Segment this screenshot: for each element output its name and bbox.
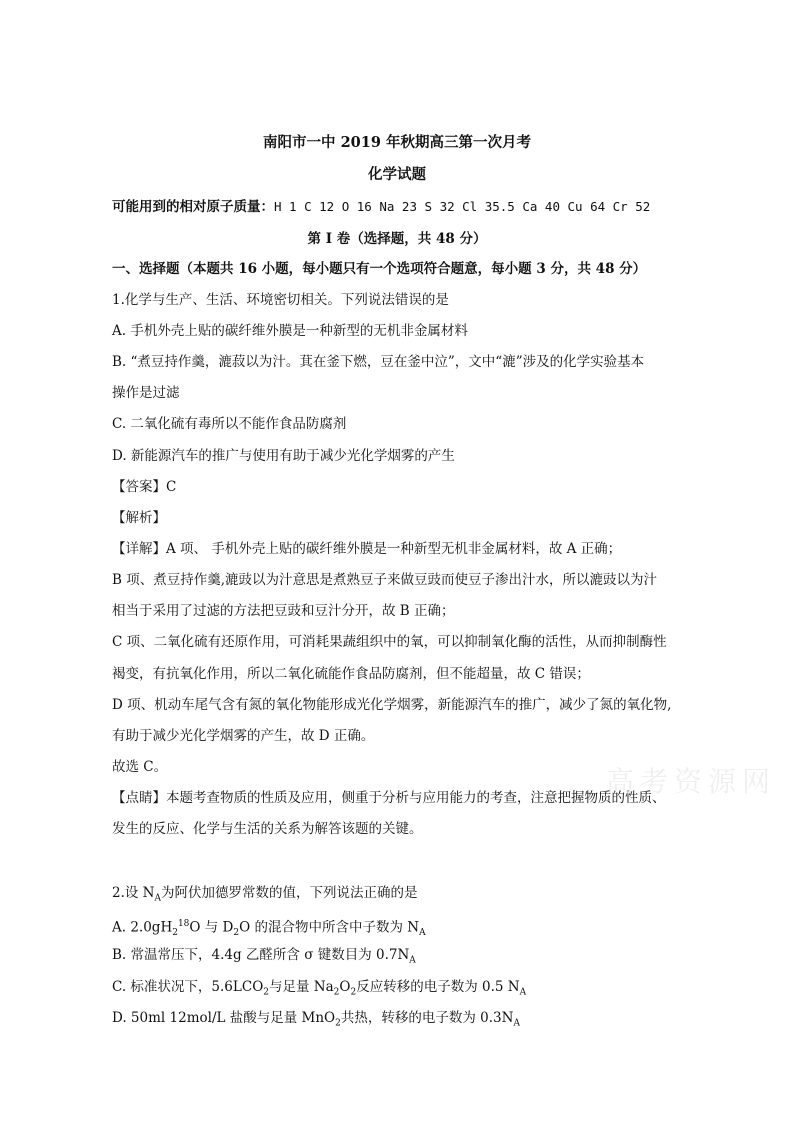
q2-option-b [112,945,416,971]
q1-option-c: C. 二氧化硫有毒所以不能作食品防腐剂 [112,416,347,432]
q2-option-d [112,1008,520,1034]
q2-c-part4: 反应转移的电子数为 0.5 N [356,979,520,995]
q1-detail-d: D 项、机动车尾气含有氮的氧化物能形成光化学烟雾，新能源汽车的推广，减少了氮的氧化物, [112,697,672,713]
q2-c-sub1: 2 [263,987,269,998]
atomic-mass-line [112,197,650,217]
q1-detail-d-cont: 有助于减少光化学烟雾的产生，故 D 正确。 [112,728,375,744]
q2-option-c [112,977,526,1003]
q2-c-sub2: 2 [333,987,340,998]
q1-option-b: B. “煮豆持作羹，漉菽以为汁。萁在釜下燃，豆在釜中泣”，文中“漉”涉及的化学实验基本 [112,354,645,370]
q1-detail-c: C 项、二氧化硫有还原作用，可消耗果蔬组织中的氧，可以抑制氧化酶的活性，从而抑制酶性 [112,634,667,650]
part-title: 第 I 卷（选择题，共 48 分） [307,231,487,247]
q2-a-part1: A. 2.0gH [112,919,173,936]
q2-c-sub3: 2 [350,987,357,998]
q2-c-part1: C. 标准状况下，5.6LCO [112,979,264,995]
q1-option-b-cont: 操作是过滤 [112,385,180,401]
q2-a-part2: O 与 D [189,919,234,936]
q2-d-part2: 共热，转移的电子数为 0.3N [340,1010,514,1026]
q2-d-part1: D. 50ml 12mol/L 盐酸与足量 MnO [112,1010,336,1026]
q2-d-sub2: A [513,1018,520,1029]
q2-stem-suffix: 为阿伏加德罗常数的值，下列说法正确的是 [160,885,418,901]
q1-answer: 【答案】C [112,479,177,495]
question-1-stem: 1.化学与生产、生活、环境密切相关。下列说法错误的是 [112,292,449,308]
q1-option-a: A. 手机外壳上贴的碳纤维外膜是一种新型的无机非金属材料 [112,323,468,339]
q1-analysis-label: 【解析】 [112,510,166,526]
watermark: 高考资源网 [606,765,777,798]
q1-comment: 【点睛】本题考查物质的性质及应用，侧重于分析与应用能力的考查，注意把握物质的性质、 [112,790,666,806]
q1-detail-a: 【详解】A 项、 手机外壳上贴的碳纤维外膜是一种新型无机非金属材料，故 A 正确； [112,541,622,557]
q1-detail-c-cont: 褐变，有抗氧化作用，所以二氧化硫能作食品防腐剂，但不能超量，故 C 错误； [112,666,590,682]
q2-c-sub4: A [519,987,527,998]
q2-d-sub1: 2 [335,1018,341,1029]
q2-stem-prefix: 2.设 N [112,885,155,901]
subject-title: 化学试题 [368,166,426,183]
q2-c-part3: O [339,979,351,995]
atomic-mass-values: H 1 C 12 O 16 Na 23 S 32 Cl 35.5 Ca 40 Cu 64 Cr 52 [274,199,651,214]
q2-a-sub3: A [419,928,426,939]
question-2-stem [112,883,417,909]
q2-a-sub2: 2 [233,928,240,939]
q2-option-a [112,914,426,943]
q1-choice: 故选 C。 [112,759,168,775]
q2-stem-sub: A [154,893,161,904]
q1-detail-b-cont: 相当于采用了过滤的方法把豆豉和豆汁分开，故 B 正确； [112,603,455,619]
q2-b-part1: B. 常温常压下，4.4g 乙醛所含 σ 键数目为 0.7N [112,947,410,963]
section-heading: 一、选择题（本题共 16 小题，每小题只有一个选项符合题意，每小题 3 分，共 48 分） [112,261,647,277]
q1-option-d: D. 新能源汽车的推广与使用有助于减少光化学烟雾的产生 [112,448,455,464]
q1-detail-b: B 项、煮豆持作羹,漉豉以为汁意思是煮熟豆子来做豆豉而使豆子渗出汁水，所以漉豉以为汁 [112,572,658,588]
q2-a-sup: 18 [177,919,190,929]
q2-b-sub: A [409,955,416,966]
exam-title: 南阳市一中 2019 年秋期高三第一次月考 [263,134,531,151]
q1-comment-cont: 发生的反应、化学与生活的关系为解答该题的关键。 [112,821,423,837]
atomic-mass-label: 可能用到的相对原子质量： [112,199,274,215]
q2-c-part2: 与足量 Na [269,979,334,995]
q2-a-part3: O 的混合物中所含中子数为 N [239,919,420,936]
q2-a-sub1: 2 [172,928,178,939]
